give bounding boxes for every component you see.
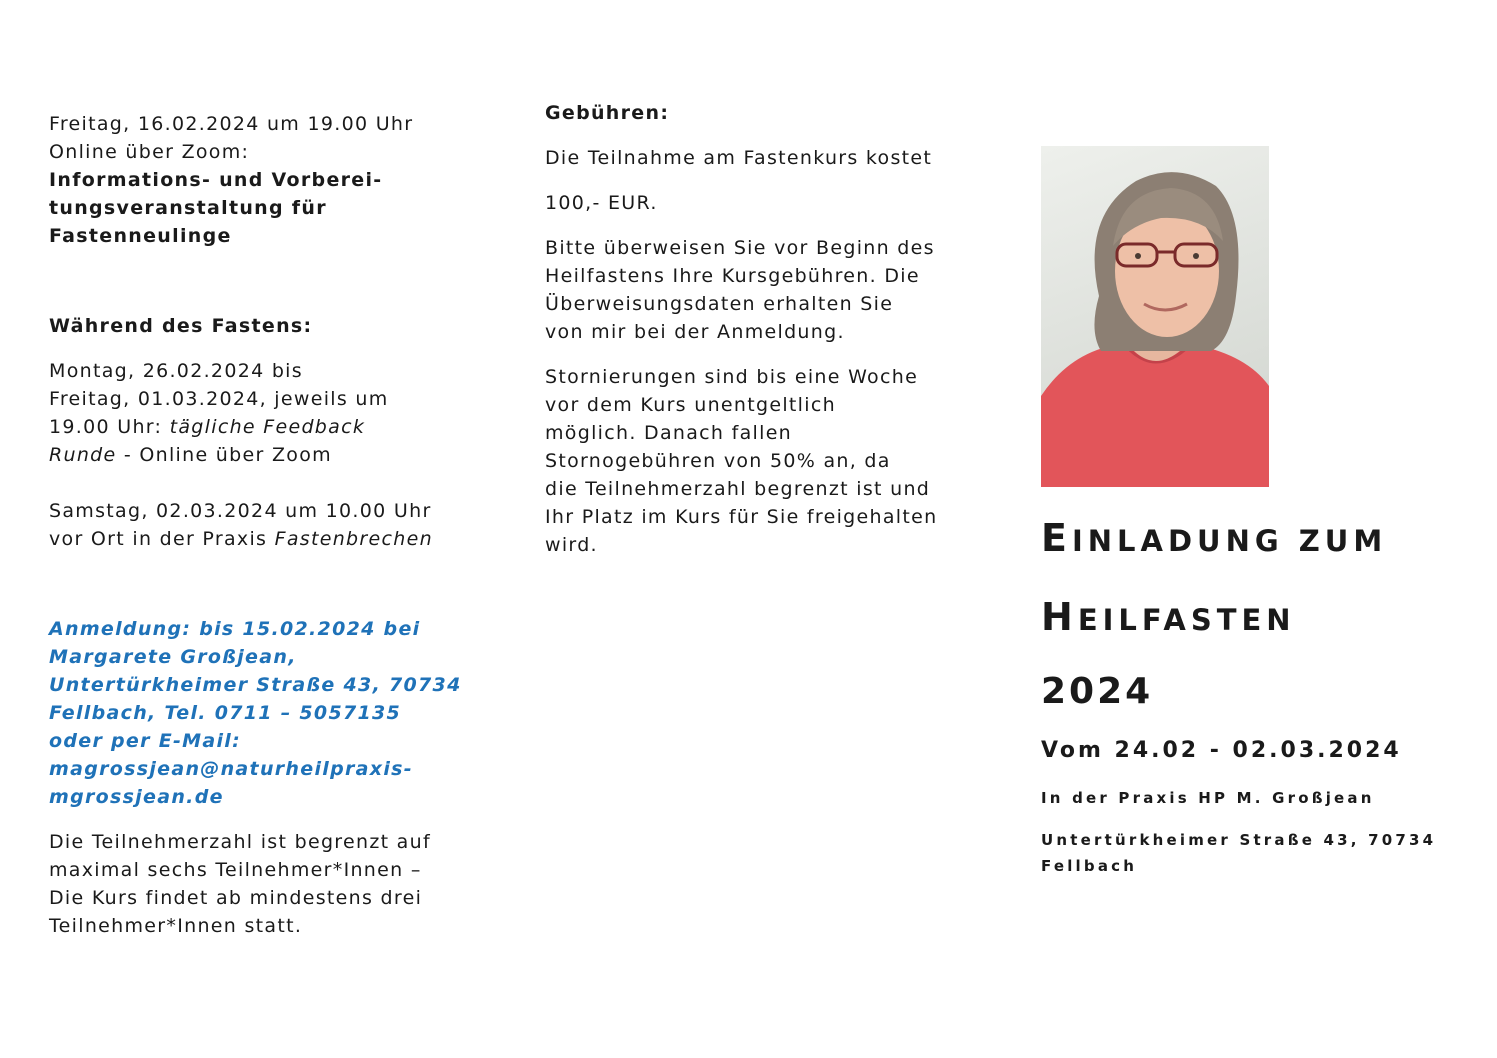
registration-block <box>49 615 469 811</box>
left-column <box>49 110 469 940</box>
fees-line: Die Teilnahme am Fastenkurs kostet <box>545 147 933 169</box>
title2-initial: H <box>1041 595 1078 639</box>
registration-email-line2[interactable]: mgrossjean.de <box>49 786 224 808</box>
transfer-line2: Heilfastens Ihre Kursgebühren. Die <box>545 265 920 287</box>
intro-title-line2: tungsveranstaltung für <box>49 197 327 219</box>
registration-line1: Anmeldung: bis 15.02.2024 bei <box>49 618 421 640</box>
title2-rest: EILFASTEN <box>1077 603 1296 637</box>
practice-name: In der Praxis HP M. Großjean <box>1041 789 1375 807</box>
intro-title-line1: Informations- und Vorberei- <box>49 169 383 191</box>
address-line1: Untertürkheimer Straße 43, 70734 <box>1041 831 1437 849</box>
during-heading: Während des Fastens: <box>49 315 313 337</box>
cancel-line1: Stornierungen sind bis eine Woche <box>545 366 919 388</box>
intro-online: Online über Zoom: <box>49 141 250 163</box>
transfer-paragraph <box>545 234 965 346</box>
cancel-line6: Ihr Platz im Kurs für Sie freigehalten <box>545 506 938 528</box>
limit-line2: maximal sechs Teilnehmer*Innen – <box>49 859 422 881</box>
registration-line5: oder per E-Mail: <box>49 730 242 752</box>
during-line4-italic: Runde <box>49 444 117 466</box>
title-line1 <box>1041 516 1481 560</box>
cancel-line2: vor dem Kurs unentgeltlich <box>545 394 836 416</box>
cancel-line4: Stornogebühren von 50% an, da <box>545 450 891 472</box>
during-line4-plain: - Online über Zoom <box>123 444 332 466</box>
intro-date: Freitag, 16.02.2024 um 19.00 Uhr <box>49 113 414 135</box>
right-column <box>1041 146 1481 879</box>
saturday-line2 <box>49 525 469 553</box>
during-line1: Montag, 26.02.2024 bis <box>49 360 303 382</box>
registration-email-line1[interactable]: magrossjean@naturheilpraxis- <box>49 758 413 780</box>
registration-line3: Untertürkheimer Straße 43, 70734 <box>49 674 462 696</box>
during-line3-plain: 19.00 Uhr: <box>49 416 163 438</box>
during-line3-italic: tägliche Feedback <box>169 416 366 438</box>
portrait-photo <box>1041 146 1269 487</box>
during-line4 <box>49 441 469 469</box>
title1-initial: E <box>1041 516 1072 560</box>
cancellation-paragraph <box>545 363 965 559</box>
saturday-line2-italic: Fastenbrechen <box>274 528 433 550</box>
fees-heading: Gebühren: <box>545 102 670 124</box>
transfer-line3: Überweisungsdaten erhalten Sie <box>545 293 894 315</box>
title1-rest: INLADUNG ZUM <box>1071 524 1388 558</box>
transfer-line4: von mir bei der Anmeldung. <box>545 321 845 343</box>
saturday-line2-plain: vor Ort in der Praxis <box>49 528 268 550</box>
title-line2 <box>1041 595 1481 639</box>
title-year: 2024 <box>1041 671 1154 712</box>
during-line2: Freitag, 01.03.2024, jeweils um <box>49 388 389 410</box>
registration-line2: Margarete Großjean, <box>49 646 297 668</box>
cancel-line3: möglich. Danach fallen <box>545 422 793 444</box>
registration-line4: Fellbach, Tel. 0711 – 5057135 <box>49 702 402 724</box>
limit-line4: Teilnehmer*Innen statt. <box>49 915 303 937</box>
cancel-line7: wird. <box>545 534 598 556</box>
course-dates: Vom 24.02 - 02.03.2024 <box>1041 738 1402 763</box>
during-line3 <box>49 413 469 441</box>
portrait-illustration <box>1041 146 1269 487</box>
limit-line1: Die Teilnehmerzahl ist begrenzt auf <box>49 831 431 853</box>
intro-title-line3: Fastenneulinge <box>49 225 232 247</box>
cancel-line5: die Teilnehmerzahl begrenzt ist und <box>545 478 931 500</box>
transfer-line1: Bitte überweisen Sie vor Beginn des <box>545 237 935 259</box>
middle-column <box>545 99 965 559</box>
address-line2: Fellbach <box>1041 857 1138 875</box>
saturday-line1: Samstag, 02.03.2024 um 10.00 Uhr <box>49 500 432 522</box>
fees-price: 100,- EUR. <box>545 192 658 214</box>
limit-line3: Die Kurs findet ab mindestens drei <box>49 887 423 909</box>
